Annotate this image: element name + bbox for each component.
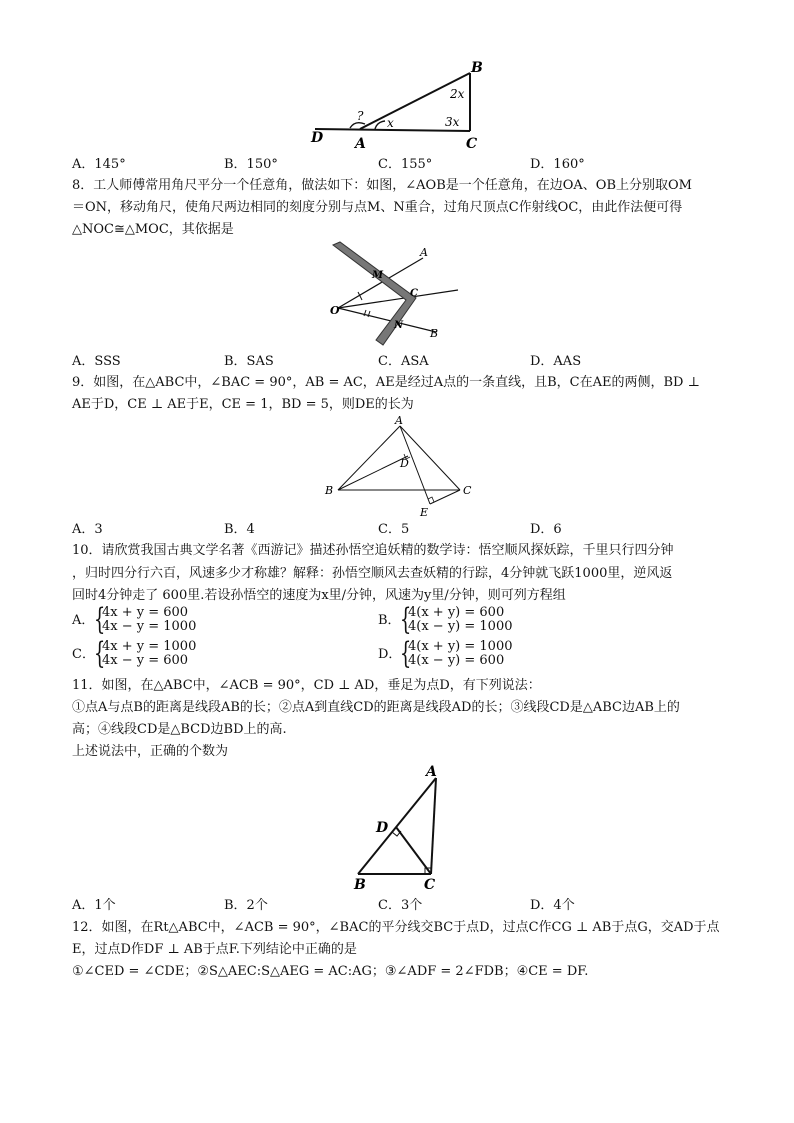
q10-line-1: 10．请欣赏我国古典文学名著《西游记》描述孙悟空追妖精的数学诗：悟空顺风探妖踪，千里只行四分钟 [72,543,674,558]
q11-figure [348,762,448,892]
q11-option-a[interactable]: A．1个 [72,898,116,913]
q10-option-d-eq2: 4(x − y) = 600 [408,653,505,668]
q10-option-a-eq2: 4x − y = 1000 [102,619,197,634]
q8-label-O: O [330,304,340,317]
q10-line-2: ，归时四分行六百，风速多少才称雄？解释：孙悟空顺风去查妖精的行踪，4分钟就飞跃1000里，逆风返 [72,566,673,581]
q10-option-c[interactable] [72,636,272,671]
q12-line-2: E，过点D作DF ⊥ AB于点F.下列结论中正确的是 [72,942,357,957]
q10-option-a-brace: { [93,602,106,637]
q10-option-c-eq1: 4x + y = 1000 [102,639,197,654]
q10-option-d[interactable] [378,636,598,671]
q12-line-3: ①∠CED = ∠CDE；②S△AEC:S△AEG = AC:AG；③∠ADF = 2∠FDB；④CE = DF. [72,964,589,979]
q11-option-d[interactable]: D．4个 [530,898,575,913]
q10-option-d-brace: { [399,636,412,671]
q10-option-b-label: B． [378,613,401,628]
q9-line-ce [430,490,460,504]
q8-line-1: 8．工人师傅常用角尺平分一个任意角，做法如下：如图，∠AOB是一个任意角，在边OA、OB上分别取OM [72,178,692,193]
q7-option-a[interactable]: A．145° [72,157,126,172]
q8-line-3: △NOC≅△MOC，其依据是 [72,222,234,237]
q8-figure [328,240,463,350]
q7-figure [305,58,495,153]
q7-option-c[interactable]: C．155° [378,157,433,172]
q7-label-3x: 3x [445,115,460,129]
q10-option-b-brace: { [399,602,412,637]
q10-option-c-eq2: 4x − y = 600 [102,653,189,668]
q7-label-B: B [471,60,483,76]
q8-option-d[interactable]: D．AAS [530,354,582,369]
q9-line-2: AE于D，CE ⊥ AE于E，CE = 1，BD = 5，则DE的长为 [72,397,414,412]
q7-label-2x: 2x [450,87,465,101]
q10-option-b[interactable] [378,602,598,637]
q8-label-M: M [372,270,384,281]
q7-label-C: C [466,136,478,152]
q9-line-1: 9．如图，在△ABC中，∠BAC = 90°，AB = AC，AE是经过A点的一条直线，且B，C在AE的两侧，BD ⊥ [72,375,700,390]
q8-set-square [333,242,416,345]
q9-side-ac [400,426,460,490]
q8-label-N: N [394,320,404,331]
q7-label-x: x [387,116,394,130]
q9-option-b[interactable]: B．4 [224,522,255,537]
q8-option-b[interactable]: B．SAS [224,354,274,369]
q10-option-b-eq1: 4(x + y) = 600 [408,605,505,620]
q9-label-B: B [325,484,334,497]
q7-option-d[interactable]: D．160° [530,157,585,172]
q11-label-C: C [424,877,436,892]
q11-label-D: D [376,820,389,836]
q9-option-c[interactable]: C．5 [378,522,410,537]
q10-line-3: 回时4分钟走了 600里.若设孙悟空的速度为x里/分钟，风速为y里/分钟，则可列方程组 [72,588,566,603]
q9-option-a[interactable]: A．3 [72,522,103,537]
q9-option-d[interactable]: D．6 [530,522,562,537]
q11-side-ab [358,778,436,874]
q10-option-a-eq1: 4x + y = 600 [102,605,189,620]
q11-line-cd [396,827,431,874]
q8-option-a[interactable]: A．SSS [72,354,121,369]
q11-line-3: 高；④线段CD是△BCD边BD上的高. [72,722,287,737]
q8-label-C: C [410,288,418,299]
q9-side-ab [338,426,400,490]
q11-option-b[interactable]: B．2个 [224,898,268,913]
q11-side-ac [431,778,436,874]
q11-label-A: A [426,764,437,780]
q9-label-E: E [420,506,429,519]
q8-label-A: A [420,246,428,259]
q8-line-2: ＝ON，移动角尺，使角尺两边相同的刻度分别与点M、N重合，过角尺顶点C作射线OC，由此作法便可得 [72,200,683,215]
q9-label-C: C [463,484,472,497]
q9-label-A: A [395,414,403,427]
q8-option-c[interactable]: C．ASA [378,354,429,369]
q11-line-2: ①点A与点B的距离是线段AB的长；②点A到直线CD的距离是线段AD的长；③线段CD是△ABC边AB上的 [72,700,680,715]
q8-label-B: B [430,327,439,340]
q11-option-c[interactable]: C．3个 [378,898,423,913]
q12-line-1: 12．如图，在Rt△ABC中，∠ACB = 90°，∠BAC的平分线交BC于点D，过点C作CG ⊥ AB于点G，交AD于点 [72,920,720,935]
q10-option-b-eq2: 4(x − y) = 1000 [408,619,513,634]
q10-option-c-brace: { [93,636,106,671]
q10-option-c-label: C． [72,647,95,662]
q10-option-d-label: D． [378,647,402,662]
q10-option-a[interactable] [72,602,272,637]
q7-label-q: ? [357,109,364,123]
q9-figure [320,414,475,520]
q7-angle-arc [375,121,385,129]
q10-option-a-label: A． [72,613,95,628]
q11-label-B: B [354,877,366,892]
q11-line-4: 上述说法中，正确的个数为 [72,744,229,759]
q7-label-D: D [311,130,324,146]
q11-line-1: 11．如图，在△ABC中，∠ACB = 90°，CD ⊥ AD，垂足为点D，有下列说法： [72,678,541,693]
q9-label-D: D [400,457,409,470]
q7-label-A: A [355,136,366,152]
q7-option-b[interactable]: B．150° [224,157,278,172]
q9-line-bd [338,456,408,490]
q10-option-d-eq1: 4(x + y) = 1000 [408,639,513,654]
